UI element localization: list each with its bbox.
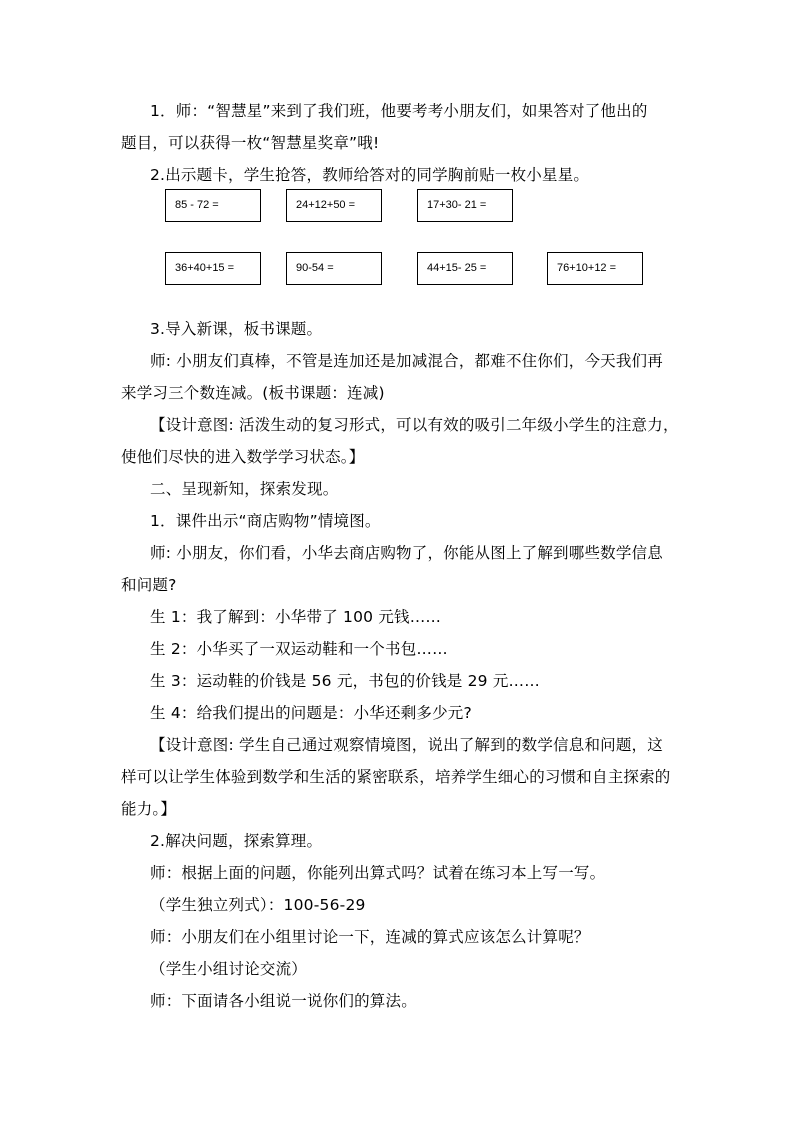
problem-card: 90-54 = xyxy=(286,252,382,285)
paragraph-line: 生 3：运动鞋的价钱是 56 元，书包的价钱是 29 元…… xyxy=(150,672,540,690)
paragraph-line: 师: 小朋友，你们看，小华去商店购物了，你能从图上了解到哪些数学信息 xyxy=(150,544,663,562)
problem-card: 24+12+50 = xyxy=(286,189,382,222)
paragraph-line: 师：下面请各小组说一说你们的算法。 xyxy=(150,992,417,1010)
paragraph-line: 来学习三个数连减。(板书课题：连减) xyxy=(121,384,385,402)
paragraph-line: 【设计意图: 学生自己通过观察情境图，说出了解到的数学信息和问题，这 xyxy=(150,736,663,754)
paragraph-line: 使他们尽快的进入数学学习状态。】 xyxy=(121,448,365,466)
paragraph-line: 生 1：我了解到：小华带了 100 元钱…… xyxy=(150,608,442,626)
paragraph-line: 3.导入新课，板书课题。 xyxy=(150,320,323,338)
section-heading: 二、呈现新知，探索发现。 xyxy=(150,480,339,498)
paragraph-line: 1．师：“智慧星”来到了我们班，他要考考小朋友们，如果答对了他出的 xyxy=(150,102,648,120)
paragraph-line: 和问题? xyxy=(121,576,177,594)
paragraph-line: （学生独立列式）：100-56-29 xyxy=(150,896,366,914)
paragraph-line: 师：小朋友们在小组里讨论一下，连减的算式应该怎么计算呢？ xyxy=(150,928,590,946)
paragraph-line: 师：根据上面的问题，你能列出算式吗？试着在练习本上写一写。 xyxy=(150,864,606,882)
paragraph-line: 能力。】 xyxy=(121,800,177,818)
paragraph-line: 【设计意图: 活泼生动的复习形式，可以有效的吸引二年级小学生的注意力， xyxy=(150,416,679,434)
paragraph-line: 2.出示题卡，学生抢答，教师给答对的同学胸前贴一枚小星星。 xyxy=(150,166,590,184)
problem-card: 17+30- 21 = xyxy=(417,189,513,222)
paragraph-line: 生 4：给我们提出的问题是：小华还剩多少元? xyxy=(150,704,472,722)
paragraph-line: 生 2：小华买了一双运动鞋和一个书包…… xyxy=(150,640,448,658)
paragraph-line: 2.解决问题，探索算理。 xyxy=(150,832,323,850)
paragraph-line: 样可以让学生体验到数学和生活的紧密联系，培养学生细心的习惯和自主探索的 xyxy=(121,768,671,786)
problem-card: 36+40+15 = xyxy=(165,252,261,285)
problem-card: 44+15- 25 = xyxy=(417,252,513,285)
problem-card: 85 - 72 = xyxy=(165,189,261,222)
paragraph-line: 师: 小朋友们真棒，不管是连加还是加减混合，都难不住你们，今天我们再 xyxy=(150,352,663,370)
problem-card: 76+10+12 = xyxy=(547,252,643,285)
paragraph-line: 1．课件出示“商店购物”情境图。 xyxy=(150,512,381,530)
paragraph-line: 题目，可以获得一枚“智慧星奖章”哦! xyxy=(121,134,380,152)
paragraph-line: （学生小组讨论交流） xyxy=(150,960,308,978)
